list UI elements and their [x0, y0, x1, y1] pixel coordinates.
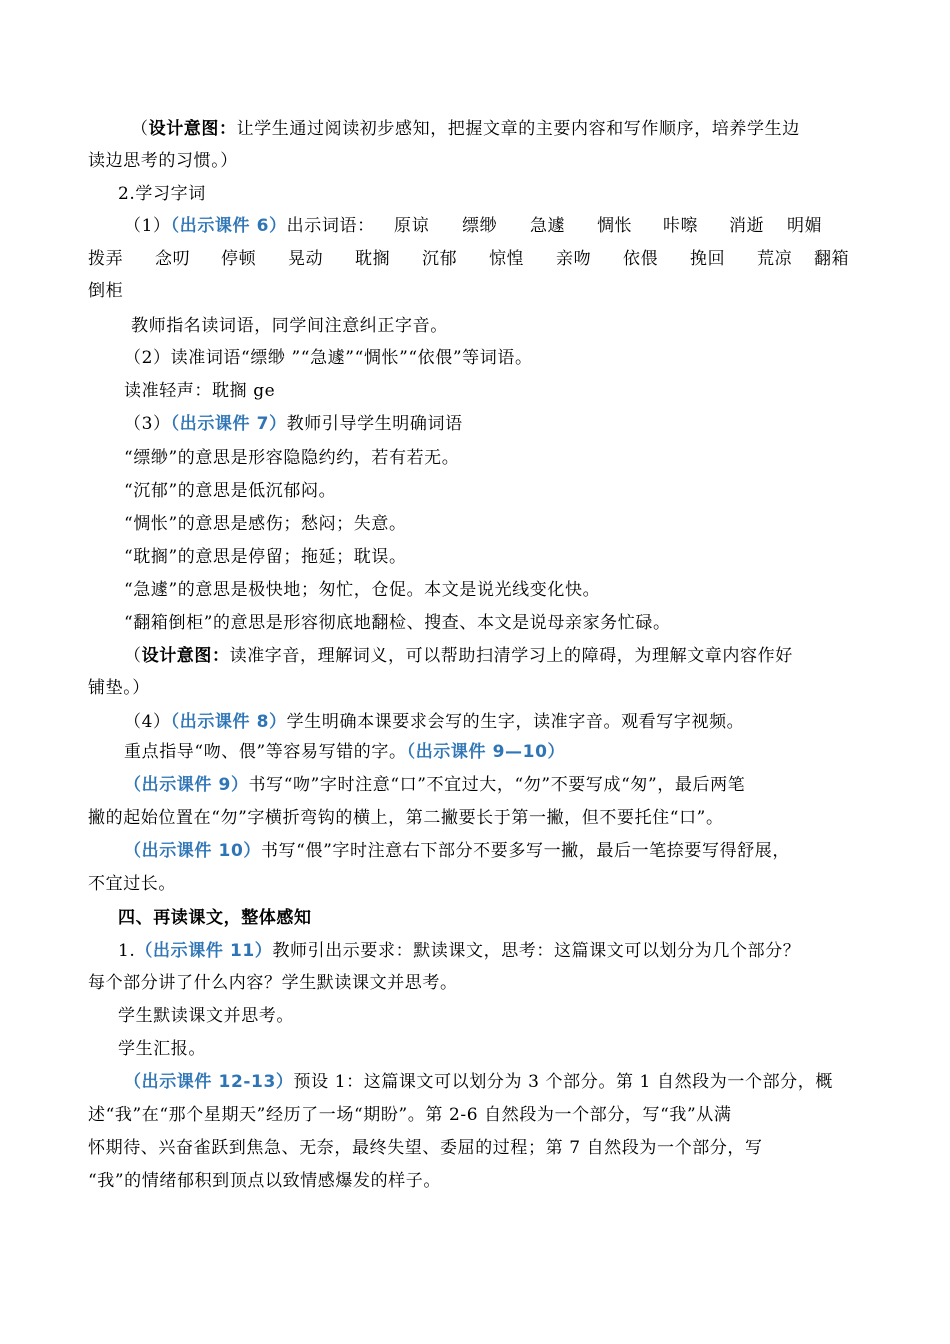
- word: 晃动: [288, 249, 324, 269]
- courseware-label: （出示课件 12-13）: [124, 1072, 294, 1092]
- item-2: （2）读准词语“缥缈 ”“急遽”“惆怅”“依偎”等词语。: [124, 348, 533, 368]
- item-1-intro: 出示词语：: [286, 216, 375, 236]
- courseware-label: （出示课件 9—10）: [406, 742, 566, 762]
- design-intent-text: 读准字音，理解词义，可以帮助扫清学习上的障碍，为理解文章内容作好: [229, 646, 793, 666]
- item-1-num: （1）: [124, 216, 171, 236]
- focus-line: [124, 741, 565, 763]
- word: 沉郁: [422, 249, 458, 269]
- courseware-label: （出示课件 10）: [124, 841, 261, 861]
- word: 拨弄: [88, 249, 124, 269]
- focus-text: 重点指导“吻、偎”等容易写错的字。: [124, 742, 407, 762]
- word: 惊惶: [489, 249, 525, 269]
- definition: “翻箱倒柜”的意思是形容彻底地翻检、搜查、本文是说母亲家务忙碌。: [124, 613, 671, 633]
- design-intent-2-line2: 铺垫。）: [88, 678, 150, 698]
- word: 耽搁: [355, 249, 391, 269]
- item-4-num: （4）: [124, 712, 171, 732]
- item-1-line1: [124, 215, 375, 237]
- students-report: 学生汇报。: [118, 1039, 206, 1059]
- item-3: [124, 413, 463, 435]
- courseware-label: （出示课件 11）: [135, 941, 273, 961]
- word: 消逝: [729, 216, 765, 236]
- word: 挽回: [690, 249, 726, 269]
- light-tone-line: 读准轻声：耽搁 ge: [124, 381, 276, 401]
- design-intent-label: 设计意图：: [141, 646, 230, 666]
- item-3-text: 教师引导学生明确词语: [286, 414, 463, 434]
- section-2-title: 2.学习字词: [118, 184, 206, 204]
- item-4-text: 学生明确本课要求会写的生字，读准字音。观看写字视频。: [286, 712, 745, 732]
- design-intent-2-line1: [124, 645, 793, 667]
- teacher-note: 教师指名读词语，同学间注意纠正字音。: [131, 316, 448, 336]
- courseware-label: （出示课件 8）: [170, 712, 287, 732]
- design-intent-text: 让学生通过阅读初步感知，把握文章的主要内容和写作顺序，培养学生边: [236, 119, 800, 139]
- word: 翻箱: [814, 249, 850, 269]
- word: 停顿: [221, 249, 257, 269]
- word: 明媚: [787, 216, 823, 236]
- definition: “急遽”的意思是极快地；匆忙，仓促。本文是说光线变化快。: [124, 580, 601, 600]
- word: 念叨: [155, 249, 191, 269]
- design-intent-1-line2: 读边思考的习惯。）: [88, 151, 238, 171]
- word: 荒凉: [757, 249, 793, 269]
- word: 惆怅: [597, 216, 633, 236]
- word: 急遽: [530, 216, 566, 236]
- cw9-line2: 撇的起始位置在“勿”字横折弯钩的横上，第二撇要长于第一撇，但不要托住“口”。: [88, 808, 724, 828]
- definition: “耽搁”的意思是停留；拖延；耽误。: [124, 547, 407, 567]
- task-1-line1: [118, 940, 800, 962]
- cw9-line1: [124, 774, 745, 796]
- courseware-label: （出示课件 6）: [170, 216, 287, 236]
- item-3-num: （3）: [124, 414, 171, 434]
- preset-line1: [124, 1071, 833, 1093]
- section-4-title: 四、再读课文，整体感知: [118, 908, 312, 928]
- preset-line3: 怀期待、兴奋雀跃到焦急、无奈，最终失望、委屈的过程；第 7 自然段为一个部分，写: [88, 1138, 763, 1158]
- cw10-line1: [124, 840, 790, 862]
- paren-open: （: [124, 646, 142, 666]
- task-1-num: 1.: [118, 941, 136, 961]
- word: 咔嚓: [663, 216, 699, 236]
- cw10-text: 书写“偎”字时注意右下部分不要多写一撇，最后一笔捺要写得舒展，: [260, 841, 790, 861]
- design-intent-label: 设计意图：: [148, 119, 237, 139]
- cw9-text: 书写“吻”字时注意“口”不宜过大，“勿”不要写成“匆”，最后两笔: [248, 775, 746, 795]
- preset-text: 预设 1：这篇课文可以划分为 3 个部分。第 1 自然段为一个部分，概: [293, 1072, 833, 1092]
- courseware-label: （出示课件 9）: [124, 775, 249, 795]
- definition: “缥缈”的意思是形容隐隐约约，若有若无。: [124, 448, 460, 468]
- design-intent-1-line1: [131, 118, 800, 140]
- word: 缥缈: [462, 216, 498, 236]
- preset-line2: 述“我”在“那个星期天”经历了一场“期盼”。第 2-6 自然段为一个部分，写“我”从满: [88, 1105, 732, 1125]
- paren-open: （: [131, 119, 149, 139]
- preset-line4: “我”的情绪郁积到顶点以致情感爆发的样子。: [88, 1171, 441, 1191]
- task-1-text: 教师引出示要求：默读课文，思考：这篇课文可以划分为几个部分？: [272, 941, 801, 961]
- definition: “惆怅”的意思是感伤；愁闷；失意。: [124, 514, 407, 534]
- definition: “沉郁”的意思是低沉郁闷。: [124, 481, 337, 501]
- task-1-line2: 每个部分讲了什么内容？学生默读课文并思考。: [88, 973, 458, 993]
- students-read: 学生默读课文并思考。: [118, 1006, 294, 1026]
- word: 依偎: [623, 249, 659, 269]
- item-4: [124, 711, 744, 733]
- word-row-3: 倒柜: [88, 281, 124, 301]
- word: 原谅: [394, 216, 430, 236]
- cw10-line2: 不宜过长。: [88, 874, 176, 894]
- courseware-label: （出示课件 7）: [170, 414, 287, 434]
- word: 亲吻: [556, 249, 592, 269]
